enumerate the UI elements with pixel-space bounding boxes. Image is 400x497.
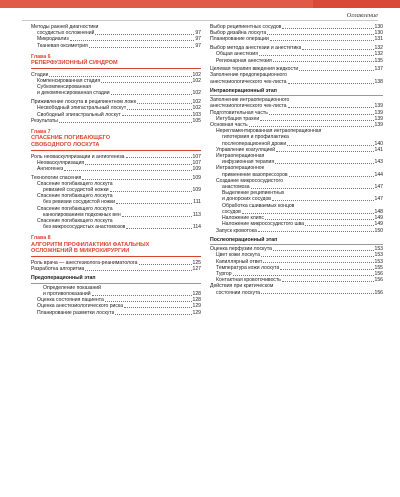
dot-leader — [116, 203, 192, 204]
dot-leader — [137, 103, 191, 104]
toc-entry-page: 109 — [192, 174, 201, 181]
toc-entry-title: Основная часть — [210, 122, 248, 129]
toc-entry-page: 111 — [193, 199, 201, 206]
chapter-rule — [31, 68, 201, 69]
toc-entry-title: Несвободный эпигастральный лоскут — [37, 105, 127, 112]
dot-leader — [280, 269, 373, 270]
toc-entry-title: Заполнение интраоперационного — [210, 97, 290, 104]
dot-leader — [305, 225, 373, 226]
toc-entry-page: 102 — [192, 99, 201, 106]
toc-entry[interactable] — [31, 43, 201, 49]
dot-leader — [287, 145, 373, 146]
toc-entry-title: Спасение погибающего лоскута — [37, 180, 113, 187]
toc-entry-title: Обработка сшиваемых концов — [222, 202, 295, 209]
header-accent-tab — [313, 0, 400, 8]
toc-entry-page: 129 — [192, 309, 201, 316]
dot-leader — [282, 281, 374, 282]
dot-leader — [261, 293, 373, 294]
toc-entry-page: 130 — [374, 30, 383, 37]
toc-entry-page: 139 — [374, 103, 383, 110]
toc-entry-page: 139 — [374, 122, 383, 129]
toc-entry-title: Интраоперационная — [216, 153, 265, 160]
toc-entry-page: 127 — [192, 266, 201, 273]
toc-entry-title: Интраоперационное — [216, 165, 265, 172]
toc-entry-page: 113 — [192, 211, 201, 218]
dot-leader — [85, 164, 191, 165]
dot-leader — [124, 307, 191, 308]
toc-entry-title: Наложение клипс — [222, 215, 264, 222]
dot-leader — [282, 28, 373, 29]
dot-leader — [139, 264, 192, 265]
toc-entry-page: 107 — [192, 159, 201, 166]
toc-entry[interactable] — [210, 79, 383, 85]
dot-leader — [105, 301, 192, 302]
toc-entry-title: Нерегламентированная интраоперационная — [216, 128, 322, 135]
dot-leader — [289, 176, 374, 177]
header-rule — [22, 20, 378, 21]
toc-entry-page: 114 — [192, 224, 201, 231]
dot-leader — [276, 151, 373, 152]
toc-entry-page: 97 — [195, 36, 201, 43]
toc-entry-title: Общая анестезия — [216, 51, 259, 58]
toc-entry-title: гипотермия и профилактика — [222, 134, 289, 141]
toc-entry-page: 138 — [374, 78, 383, 85]
stage-rule — [210, 95, 383, 96]
toc-entry-page: 109 — [192, 187, 201, 194]
toc-entry-title: Запуск кровотока — [216, 227, 257, 234]
dot-leader — [299, 70, 373, 71]
toc-entry[interactable] — [210, 228, 383, 234]
chapter-label: Глава 7 — [31, 128, 51, 135]
toc-entry-title: Роль неоваскуляризации и ангиогенеза — [31, 153, 125, 160]
toc-entry-page: 128 — [192, 291, 201, 298]
toc-entry-title: канюлированием подкожных вен — [43, 211, 121, 218]
dot-leader — [242, 213, 374, 214]
toc-entry[interactable] — [31, 310, 201, 316]
toc-entry[interactable] — [31, 266, 201, 272]
toc-entry-title: Компенсированная стадия — [37, 78, 101, 85]
toc-entry-title: и декомпенсированная стадии — [37, 90, 110, 97]
dot-leader — [273, 250, 374, 251]
toc-entry-title: Подготовительная часть — [210, 109, 268, 116]
toc-entry-title: Интубация трахеи — [216, 115, 260, 122]
toc-entry-title: Действия при критическом — [210, 283, 274, 290]
dot-leader — [126, 157, 192, 158]
dot-leader — [111, 94, 192, 95]
toc-entry-page: 102 — [192, 71, 201, 78]
toc-entry-title: Технологии спасения — [31, 174, 82, 181]
dot-leader — [267, 34, 373, 35]
toc-entry-title: Свободный эпигастральный лоскут — [37, 111, 121, 118]
toc-entry-title: Приживление лоскута в реципиентном ложе — [31, 99, 137, 106]
dot-leader — [272, 200, 374, 201]
toc-entry-page: 147 — [374, 184, 383, 191]
chapter-title: РЕПЕРФУЗИОННЫЙ СИНДРОМ — [31, 60, 118, 67]
dot-leader — [302, 49, 373, 50]
dot-leader — [258, 231, 374, 232]
toc-entry-title: Результаты — [31, 117, 58, 124]
toc-entry-page: 153 — [374, 246, 383, 253]
dot-leader — [288, 107, 374, 108]
toc-left-column — [31, 24, 201, 316]
dot-leader — [95, 34, 194, 35]
toc-entry-page: 102 — [192, 78, 201, 85]
toc-entry-title: и противопоказаний — [43, 291, 91, 298]
chapter-label: Глава 6 — [31, 53, 51, 60]
toc-entry[interactable] — [31, 118, 201, 124]
toc-entry-page: 128 — [192, 297, 201, 304]
toc-entry-title: Управление коагуляцией — [216, 146, 276, 153]
toc-right-column — [210, 24, 383, 296]
toc-entry-page: 139 — [374, 109, 383, 116]
stage-heading: Послеоперационный этап — [210, 236, 278, 243]
toc-entry-title: Регионарная анестезия — [216, 57, 272, 64]
toc-entry-page: 132 — [374, 45, 383, 52]
toc-entry-page: 135 — [374, 57, 383, 64]
dot-leader — [260, 120, 373, 121]
dot-leader — [70, 40, 195, 41]
toc-entry-page: 109 — [192, 165, 201, 172]
dot-leader — [64, 170, 191, 171]
stage-heading: Интраоперационный этап — [210, 87, 277, 94]
toc-entry-title: Стадии — [31, 71, 49, 78]
toc-entry-page: 129 — [192, 303, 201, 310]
chapter-rule — [31, 256, 201, 257]
toc-entry-title: Неоваскуляризация — [37, 159, 85, 166]
toc-entry-title: Выделение реципиентных — [222, 190, 285, 197]
toc-entry-page: 97 — [195, 42, 201, 49]
toc-entry-page: 139 — [374, 115, 383, 122]
toc-entry-page: 132 — [374, 51, 383, 58]
toc-entry-title: анастомоза — [222, 184, 250, 191]
toc-entry-page: 102 — [192, 105, 201, 112]
dot-leader — [126, 228, 191, 229]
dot-leader — [263, 262, 373, 263]
toc-entry-title: применение вазопрессоров — [222, 171, 288, 178]
stage-rule — [31, 283, 201, 284]
chapter-title: СВОБОДНОГО ЛОСКУТА — [31, 141, 100, 148]
toc-entry-title: Разработка алгоритма — [31, 266, 85, 273]
toc-entry-page: 102 — [192, 90, 201, 97]
toc-entry-title: Заполнение предоперационного — [210, 72, 287, 79]
stage-rule — [210, 244, 383, 245]
dot-leader — [59, 122, 192, 123]
toc-entry-title: Определение показаний — [43, 284, 102, 291]
toc-entry-title: Планирование операции — [210, 36, 269, 43]
toc-entry-title: Микродиализ — [37, 36, 69, 43]
toc-entry-title: Выбор метода анестезии и анестетика — [210, 45, 302, 52]
dot-leader — [269, 114, 374, 115]
toc-entry-page: 143 — [374, 159, 383, 166]
toc-entry-page: 141 — [374, 146, 383, 153]
toc-entry-title: сосудов — [222, 208, 241, 215]
dot-leader — [265, 219, 374, 220]
toc-entry-title: инфузионная терапия — [222, 159, 275, 166]
dot-leader — [261, 256, 374, 257]
toc-entry-title: Контактная кровоточивость — [216, 277, 281, 284]
toc-entry-page: 155 — [374, 264, 383, 271]
toc-entry-title: анестезиологического чек-листа — [210, 78, 287, 85]
dot-leader — [101, 82, 191, 83]
toc-entry-page: 140 — [374, 140, 383, 147]
toc-entry-page: 107 — [192, 153, 201, 160]
toc-entry-page: 150 — [374, 227, 383, 234]
toc-entry-title: Тургор — [216, 270, 232, 277]
toc-entry-page: 148 — [374, 208, 383, 215]
stage-heading: Предоперационный этап — [31, 275, 96, 282]
toc-entry-title: Ангиогенез — [37, 165, 64, 172]
toc-entry-title: Выбор реципиентных сосудов — [210, 24, 282, 30]
toc-entry-title: Капиллярный ответ — [216, 258, 263, 265]
toc-entry-title: Температура кожи лоскута — [216, 264, 280, 271]
chapter-title: ОСЛОЖНЕНИЙ В МИКРОХИРУРГИИ — [31, 248, 130, 255]
toc-entry-title: Целевая терапия введения жидкости — [210, 66, 299, 73]
toc-entry-page: 105 — [192, 117, 201, 124]
dot-leader — [122, 115, 192, 116]
toc-entry-page: 149 — [374, 215, 383, 222]
toc-entry-title: без ревизии сосудистой ножки — [43, 199, 116, 206]
toc-entry-title: и донорских сосудов — [222, 196, 271, 203]
toc-entry-page: 147 — [374, 196, 383, 203]
toc-entry-title: Спасение погибающего лоскута — [37, 205, 113, 212]
dot-leader — [270, 40, 374, 41]
toc-entry-title: состоянии лоскута — [216, 289, 261, 296]
toc-entry-title: Оценка анестезиологического риска — [37, 303, 124, 310]
dot-leader — [273, 61, 374, 62]
toc-entry-title: Субкомпенсированная — [37, 84, 91, 91]
toc-entry-title: Спасение погибающего лоскута — [37, 193, 113, 200]
chapter-rule — [31, 150, 201, 151]
toc-entry-page: 149 — [374, 221, 383, 228]
chapter-title: СПАСЕНИЕ ПОГИБАЮЩЕГО — [31, 135, 111, 142]
dot-leader — [127, 109, 191, 110]
dot-leader — [288, 83, 374, 84]
toc-entry-title: Методы ранней диагностики — [31, 24, 99, 30]
running-title: Оглавление — [346, 12, 378, 19]
toc-entry-title: послеоперационной дрожи — [222, 140, 287, 147]
toc-entry-title: Тканевая оксиметрия — [37, 42, 88, 49]
dot-leader — [89, 47, 195, 48]
toc-entry-page: 130 — [374, 24, 383, 30]
chapter-label: Глава 8 — [31, 235, 51, 242]
toc-entry-title: анестезиологического чек-листа — [210, 103, 287, 110]
toc-entry-page: 144 — [374, 171, 383, 178]
toc-entry-title: Спасение погибающего лоскута — [37, 218, 113, 225]
toc-entry-page: 156 — [374, 289, 383, 296]
toc-entry-title: Оценка состояния пациента — [37, 297, 104, 304]
toc-entry-page: 156 — [374, 270, 383, 277]
toc-entry-page: 156 — [374, 277, 383, 284]
toc-entry-page: 125 — [192, 260, 201, 267]
toc-entry[interactable] — [31, 224, 201, 230]
toc-entry-page: 97 — [195, 30, 201, 37]
toc-entry-page: 131 — [374, 36, 383, 43]
toc-entry-title: Цвет кожи лоскута — [216, 252, 260, 259]
dot-leader — [233, 275, 374, 276]
toc-entry-title: Выбор дизайна лоскута — [210, 30, 267, 37]
toc-entry-page: 103 — [192, 111, 201, 118]
dot-leader — [49, 76, 191, 77]
toc-entry-title: Наложение микрососудистого шва — [222, 221, 305, 228]
dot-leader — [259, 55, 373, 56]
dot-leader — [115, 314, 191, 315]
dot-leader — [251, 188, 374, 189]
toc-entry-title: Создание микрососудистого — [216, 177, 284, 184]
toc-entry-page: 137 — [374, 66, 383, 73]
toc-entry-title: без микрососудистых анастомозов — [43, 224, 126, 231]
toc-entry-page: 153 — [374, 258, 383, 265]
dot-leader — [85, 270, 191, 271]
toc-entry[interactable] — [210, 290, 383, 296]
dot-leader — [249, 126, 374, 127]
dot-leader — [110, 191, 192, 192]
toc-entry-title: Роль врача — анестезиолога-реаниматолога — [31, 260, 138, 267]
dot-leader — [122, 216, 192, 217]
toc-entry-title: ревизией сосудистой ножки — [43, 187, 109, 194]
toc-entry-title: Оценка перфузии лоскута — [210, 246, 272, 253]
dot-leader — [82, 179, 191, 180]
dot-leader — [92, 295, 192, 296]
toc-entry-page: 153 — [374, 252, 383, 259]
dot-leader — [275, 163, 373, 164]
toc-entry-title: сосудистых осложнений — [37, 30, 95, 37]
toc-entry-title: Планирование разметки лоскута — [37, 309, 115, 316]
chapter-title: АЛГОРИТМ ПРОФИЛАКТИКИ ФАТАЛЬНЫХ — [31, 241, 150, 248]
